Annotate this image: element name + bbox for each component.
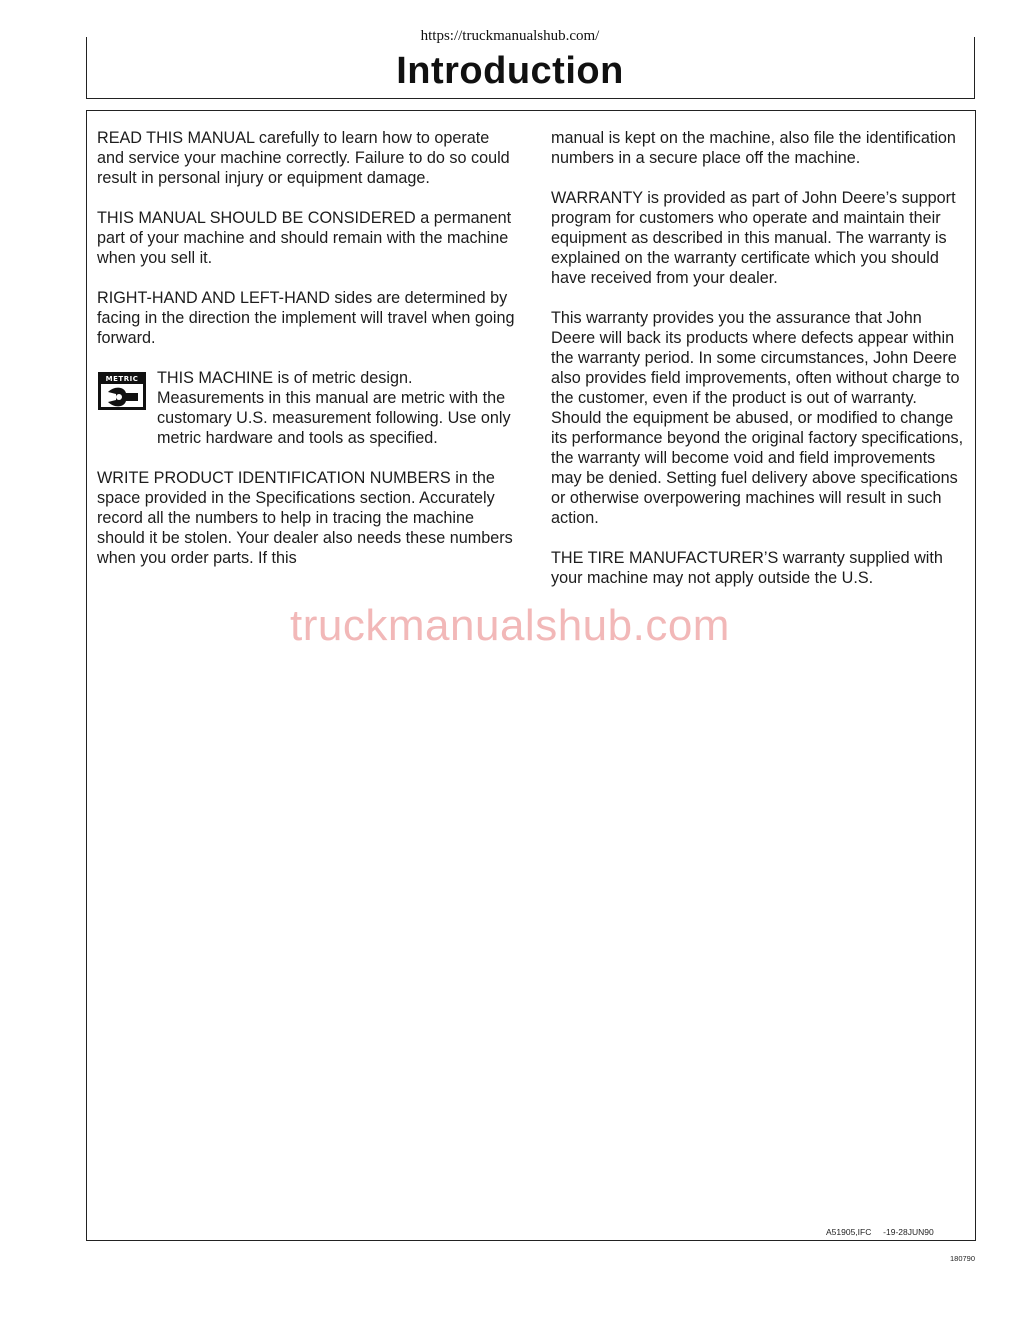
watermark: truckmanualshub.com: [290, 601, 730, 650]
metric-block: [97, 368, 517, 448]
metric-wrench-icon: [98, 372, 146, 410]
page-number: 180790: [950, 1254, 976, 1263]
metric-icon-label: METRIC: [101, 375, 143, 384]
sides-paragraph: RIGHT-HAND AND LEFT-HAND sides are determined by facing in the direction the implement will travel when going forward.: [97, 289, 515, 347]
left-column: [97, 128, 517, 588]
page-title: Introduction: [396, 50, 624, 92]
wrench-icon: [104, 386, 140, 408]
warranty-assurance-paragraph: This warranty provides you the assurance that John Deere will back its products where defects appear within the warranty period. In some circumstances, John Deere also provides field improvements, often without charge to the customer, even if the product is out of warranty. Should the equipment be abused, or modified to change its performance beyond the original factory specifications, the warranty will become void and field improvements may be denied. Setting fuel delivery above specifications or otherwise overpowering machines will result in such action.: [551, 309, 964, 527]
source-url[interactable]: https://truckmanualshub.com/: [420, 28, 600, 44]
metric-design-paragraph: THIS MACHINE is of metric design. Measurements in this manual are metric with the customary U.S. measurement following. Use only metric hardware and tools as specified.: [157, 369, 511, 447]
identification-continued-paragraph: manual is kept on the machine, also file the identification numbers in a secure place off the machine.: [551, 129, 956, 167]
warranty-paragraph: WARRANTY is provided as part of John Deere’s support program for customers who operate and maintain their equipment as described in this manual. The warranty is explained on the warranty certificate which you should have received from your dealer.: [551, 189, 956, 287]
document-code: A51905,IFC -19-28JUN90: [826, 1227, 934, 1237]
tire-warranty-paragraph: THE TIRE MANUFACTURER’S warranty supplied with your machine may not apply outside the U.S.: [551, 549, 943, 587]
read-manual-paragraph: READ THIS MANUAL carefully to learn how to operate and service your machine correctly. Failure to do so could result in personal injury or equipment damage.: [97, 129, 510, 187]
identification-numbers-paragraph: WRITE PRODUCT IDENTIFICATION NUMBERS in the space provided in the Specifications section. Accurately record all the numbers to help in tracing the machine should it be stolen. Your dealer also needs these numbers when you order parts. If this: [97, 469, 513, 567]
manual-permanent-paragraph: THIS MANUAL SHOULD BE CONSIDERED a permanent part of your machine and should remain with the machine when you sell it.: [97, 209, 512, 267]
right-column: [551, 128, 966, 608]
